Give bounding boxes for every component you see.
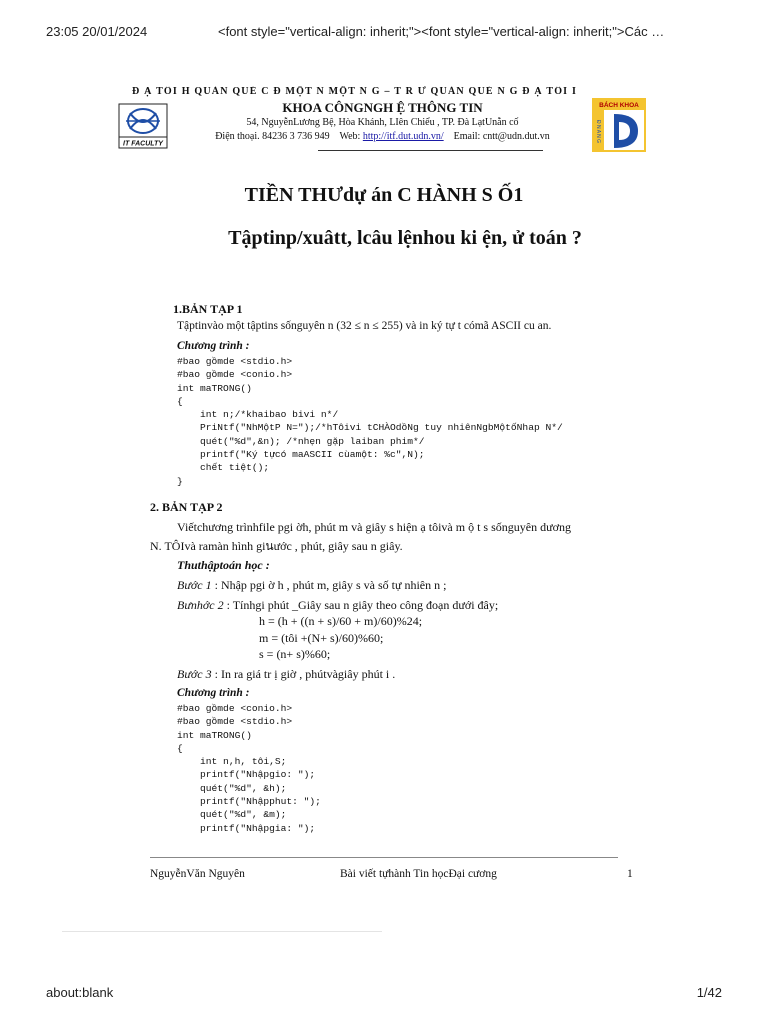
formula-seconds: s = (n+ s)%60; xyxy=(259,647,331,661)
exercise-1-heading: 1.BẢN TẠP 1 xyxy=(173,302,243,316)
step-3 xyxy=(177,667,395,682)
exercise-2-code: #bao gồmde <conio.h> #bao gồmde <stdio.h> int maTRONG() { int n,h, tôi,S; printf("Nhậpgio: "); quét("%d", &h); printf("Nhậpphut: "); quét("%d", &m); printf("Nhậpgia: "); xyxy=(177,703,321,834)
bk-logo-letters: Đ N A N G xyxy=(595,120,601,144)
email-text: Email: cntt@udn.dut.vn xyxy=(453,131,550,142)
footer-course: Bài viết tựhành Tin họcĐại cương xyxy=(340,868,497,880)
it-logo-caption: IT FACULTY xyxy=(123,140,163,148)
exercise-2-program-label: Chương trình : xyxy=(177,687,250,699)
bk-logo-caption: BÁCH KHOA xyxy=(599,102,639,109)
print-footer xyxy=(46,985,722,1001)
step-2-label: Bưnhớc 2 xyxy=(177,598,224,612)
print-doc-title: <font style="vertical-align: inherit;"><font style="vertical-align: inherit;">Các … xyxy=(218,24,665,39)
exercise-2-text-line2: N. TÔIvà ramàn hình giนước , phút, giây sau n giây. xyxy=(150,539,403,553)
algorithm-label: Thuthậptoán học : xyxy=(177,558,270,572)
document-title: TIỀN THƯdự án C HÀNH S Ố1 xyxy=(244,184,524,206)
print-url: about:blank xyxy=(46,985,114,1000)
bach-khoa-logo xyxy=(592,98,646,152)
exercise-2-text-line1: Viếtchương trìnhfile pgi ờh, phút m và giây s hiện ạ tôivà m ộ t s sốnguyên dương xyxy=(177,520,571,534)
exercise-2-heading: 2. BẢN TẠP 2 xyxy=(150,500,223,514)
it-faculty-logo xyxy=(118,103,168,149)
exercise-1-code: #bao gồmde <stdio.h> #bao gồmde <conio.h> int maTRONG() { int n;/*khaibao bivi n*/ PriNtf("NhMộtP N=");/*hTôivi tCHÀOdồNg tuy nhiênNgbMộtốNhap N*/ quét("%d",&n); /*nhẹn gặp laiban phim*/ printf("Ký tựcó maASCII cùamột: %c",N); chết tiệt(); } xyxy=(177,356,563,487)
document-subtitle: Tậptinp/xuâtt, lcâu lệnhou ki ện, ử toán ? xyxy=(228,227,582,249)
faculty-name: KHOA CÔNGNGH Ệ THÔNG TIN xyxy=(282,100,483,115)
step-2-text: : Tínhgi phút _Giây sau n giây theo công đoạn dưới đây; xyxy=(223,598,499,612)
exercise-1-program-label: Chương trình : xyxy=(177,340,250,352)
formula-hours: h = (h + ((n + s)/60 + m)/60)%24; xyxy=(259,614,423,628)
formula-minutes: m = (tôi +(N+ s)/60)%60; xyxy=(259,631,384,645)
step-1-label: Bước 1 xyxy=(177,578,212,592)
footer-divider xyxy=(150,857,618,858)
footer-author: NguyễnVăn Nguyên xyxy=(150,868,245,880)
print-datetime: 23:05 20/01/2024 xyxy=(46,24,148,39)
university-name: Đ Ạ TÔI H QUẢN QUẺ C Đ MỘT N MỘT N G – T R Ư QUẢN QUẺ N G Đ Ạ TÔI I xyxy=(132,86,578,97)
phone-text: Điện thoại. 84236 3 736 949 xyxy=(215,131,330,142)
header-divider xyxy=(318,150,543,151)
step-3-text: : In ra giá tr ị giờ , phútvàgiây phút i . xyxy=(211,667,396,681)
web-label: Web: xyxy=(339,131,361,142)
step-2 xyxy=(177,598,498,613)
web-link[interactable]: http://itf.dut.udn.vn/ xyxy=(362,131,444,142)
print-header xyxy=(46,24,722,40)
print-page-count: 1/42 xyxy=(696,985,722,1000)
step-1 xyxy=(177,578,446,593)
step-3-label: Bước 3 xyxy=(177,667,212,681)
step-1-text: : Nhập pgi ờ h , phút m, giây s và số tự nhiên n ; xyxy=(211,578,447,592)
page-edge-divider xyxy=(62,931,382,932)
faculty-address: 54, NguyễnLương Bệ, Hòa Khánh, LIên Chiểu , TP. Đà LạtUnẵn cố xyxy=(246,117,519,128)
exercise-1-text: Tậptinvào một tậptins sốnguyên n (32 ≤ n ≤ 255) và in ký tự t cómã ASCII cu an. xyxy=(177,320,552,332)
footer-page-number: 1 xyxy=(627,868,633,880)
contact-line xyxy=(170,131,595,142)
